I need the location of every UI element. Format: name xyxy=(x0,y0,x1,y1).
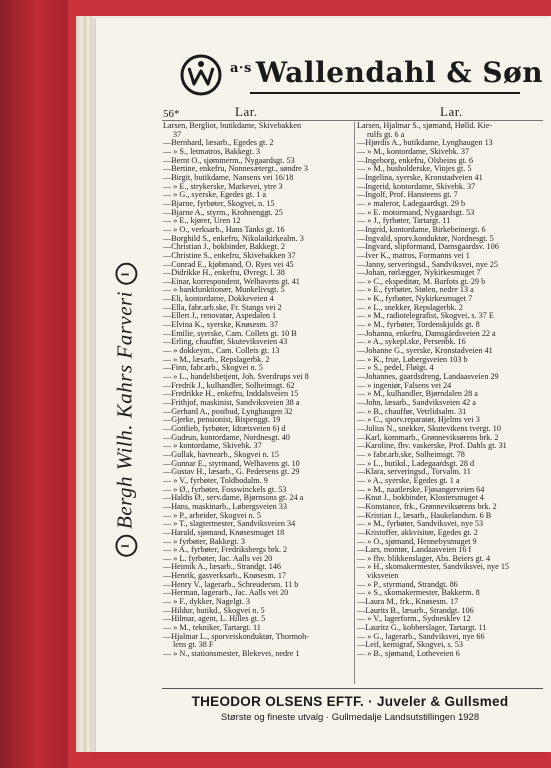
directory-entry: — » P., styrmand, Strandgt. 86 xyxy=(357,580,458,589)
directory-entry: — » M., radiotelegrafist, Skogvei, s. 37 E xyxy=(357,312,494,321)
directory-entry: — » O., sjømand, Hennebysmuget 9 xyxy=(357,537,477,546)
directory-entry: — » fabr.arb.ske, Solheimsgt. 78 xyxy=(357,450,465,459)
directory-entry: — » L., snekker, Repslagerbk. 2 xyxy=(357,303,463,312)
directory-entry: — » S., letmatros, Bakkegt. 3 xyxy=(163,147,261,156)
directory-entry: — » E. motormand, Nygaardsgt. 53 xyxy=(357,208,475,217)
vertical-ad-text xyxy=(112,263,137,557)
footer-sub-text: Største og fineste utvalg · Gullmedalje Landsutstillingen 1928 xyxy=(220,712,480,723)
directory-entry: —Christian J., bokbinder, Bakkegt. 2 xyxy=(163,243,286,252)
directory-entry: —Herman, lagerarb., Jac. Aalls vei 20 xyxy=(163,589,289,598)
directory-entry: — » M., kulhandler, Bjørndalen 28 a xyxy=(357,390,478,399)
directory-entry: — » L., butikd., Ladegaardsgt. 28 d xyxy=(357,459,475,468)
brand-name xyxy=(230,56,543,89)
book-spine-edge xyxy=(0,0,68,768)
directory-entry: —Bernhard, læsarb., Egedes gt. 2 xyxy=(163,139,274,148)
directory-entry: —Knut J., bokbinder, Klostersmuget 4 xyxy=(357,494,484,503)
directory-entry: — » maleror, Ladegaardsgt. 29 b xyxy=(357,199,466,208)
directory-entry: —Lauritz G., kobberslager, Tartargt. 11 xyxy=(357,624,487,633)
ad-badge-icon: I xyxy=(116,263,138,285)
directory-entry: Larsen, Hjalmar S., sjømand, Hølld. Kie- xyxy=(357,122,493,130)
directory-entry: — » S., pedel, Fløigt. 4 xyxy=(357,364,434,373)
directory-entry: —Eli, kontordame, Dokkeveien 4 xyxy=(163,295,274,304)
directory-entry: —Elvina K., syerske, Knøsesm. 37 xyxy=(163,321,279,330)
directory-entry: —Hilmar, agent, L. Hilles gt. 5 xyxy=(163,615,266,624)
left-column-entries xyxy=(163,122,353,659)
directory-entry: —Hans, maskinarb., Løbergsveien 33 xyxy=(163,502,287,511)
directory-entry: — » V., fyrbøter, Toldbodalm. 9 xyxy=(163,476,268,485)
directory-entry: —Karl, kommarb., Grønneviksørens brk. 2 xyxy=(357,433,499,442)
directory-entry: — » fyrbøter, Bakkegt. 3 xyxy=(163,537,245,546)
directory-entry: — » M., fyrbøter, Tordenskjolds gt. 8 xyxy=(357,321,480,330)
directory-entry: —Ingvard, slipformand, Damsgaardsv. 106 xyxy=(357,243,499,252)
directory-entry: —Laurits B., læsarb., Strandgt. 106 xyxy=(357,606,474,615)
directory-entry: — » M., naatlerske, Fjøsangerveien 64 xyxy=(357,485,485,494)
directory-entry: — » M., fyrbøter, Sandviksvei, nye 53 xyxy=(357,520,484,529)
directory-entry: —Ingrid, kontordame, Birkebeinergt. 6 xyxy=(357,225,486,234)
directory-entry: —Johannes, gaardsdreng, Landaasveien 29 xyxy=(357,373,499,382)
directory-entry: —Harald, sjømand, Knøsesmuget 18 xyxy=(163,528,285,537)
directory-entry: — » C., sporv.reparatør, Hjelms vei 3 xyxy=(357,416,480,425)
directory-entry: —Iver K., matros, Formanns vei 1 xyxy=(357,251,470,260)
directory-entry: —Fredrik J., kulhandler, Solheimsgt. 62 xyxy=(163,381,295,390)
directory-entry: —Finn, fabr.arb., Skogvei n. 5 xyxy=(163,364,263,373)
directory-entry: —Birgit, butikdame, Nansens vei 16/18 xyxy=(163,173,294,182)
ad-text-label: Bergh Wilh. Kahrs Farveri xyxy=(112,290,137,530)
directory-entry: — » A., fyrbøter, Fredriksbergs brk. 2 xyxy=(163,546,288,555)
footer-advertisement xyxy=(150,694,550,723)
directory-entry: — » E., strykerske, Markevei, ytre 3 xyxy=(163,182,283,191)
directory-entry: —Ella, fabr.arb.ske, Fr. Stangs vei 2 xyxy=(163,303,282,312)
directory-entry: — » V., lagerform., Sydnesklev 12 xyxy=(357,615,471,624)
left-column-heading: Lar. xyxy=(235,104,258,119)
brand-underline xyxy=(250,92,520,94)
directory-entry: —Erling, chauffør, Skuteviksveien 43 xyxy=(163,338,288,347)
directory-entry: — » M., læsarb., Repslagerbk. 2 xyxy=(163,355,270,364)
right-column-heading: Lar. xyxy=(440,104,463,119)
directory-entry: —Johan, rørlægger, Nykirkesmuget 7 xyxy=(357,269,481,278)
directory-entry: —Gudrun, kontordame, Nordnesgt. 40 xyxy=(163,433,290,442)
directory-entry: lens gt. 38 F xyxy=(173,641,214,650)
column-divider xyxy=(354,122,355,684)
directory-entry: —Klara, serveringsd., Torvalm. 11 xyxy=(357,468,471,477)
directory-entry: — » J., fyrbøter, Tartargt. 11 xyxy=(357,217,451,226)
directory-entry: —Einar, korrespondent, Welhavens gt. 41 xyxy=(163,277,300,286)
directory-entry: —Gottlieb, fyrbøter, Idrætsveien 6) d xyxy=(163,424,286,433)
directory-entry: —Hjalmar L., sporveiskonduktør, Thormoh- xyxy=(163,632,309,641)
advertisement-header xyxy=(180,54,544,98)
directory-entry: Larsen, Bergliot, butikdame, Skivebakken xyxy=(163,122,302,130)
directory-entry: —Gullak, havnearb., Skogvei n. 15 xyxy=(163,450,279,459)
directory-entry: —Kristian J., læsarb., Haukelandsm. 6 B xyxy=(357,511,492,520)
directory-entry: — » dokkeym., Cam. Collets gt. 13 xyxy=(163,347,280,356)
directory-entry: —Kristoffer, akkvisitør, Egedes gt. 2 xyxy=(357,528,478,537)
directory-entry: —Gustav H., læsarb., G. Pedersens gt. 29 xyxy=(163,468,300,477)
brand-prefix: a·s xyxy=(230,61,252,76)
directory-entry: — » L., handelsbetjent, Joh. Sverdrups vei 8 xyxy=(163,373,309,382)
directory-entry: —Heimik A., læsarb., Strandgt. 146 xyxy=(163,563,282,572)
directory-entry: —Bjarne A., styrm., Krohnenggt. 25 xyxy=(163,208,283,217)
directory-entry: —Gjerke, pensionist, Bispenggt. 19 xyxy=(163,416,281,425)
directory-entry: —Gerhard A., postbud, Lynghaugen 32 xyxy=(163,407,293,416)
directory-entry: —Ingerid, kontordame, Skivebk. 37 xyxy=(357,182,476,191)
directory-entry: —Bernt O., sjømmerm., Nygaardsgt. 53 xyxy=(163,156,295,165)
directory-entry: —Fredrikke H., enkefru, Inddalsveien 15 xyxy=(163,390,299,399)
directory-entry: — » L. fyrbøter, Jac. Aalls vei 20 xyxy=(163,554,273,563)
directory-entry: — » E., kjører, Uren 12 xyxy=(163,217,241,226)
directory-entry: — » M., husholderske, Vinjes gt. 5 xyxy=(357,165,472,174)
directory-entry: — » H., skomakermester, Sandviksvei, nye 15 xyxy=(357,563,510,572)
directory-entry: —Ingolf, Prof. Hansteens gt. 7 xyxy=(357,191,458,200)
directory-entry: —Johanne G., syerske, Kronstadveien 41 xyxy=(357,347,493,356)
directory-entry: —Karoline, fhv. vaskerske, Prof. Dahls gt. 31 xyxy=(357,442,507,451)
directory-entry: — » N., stationsmester, Blekevei, nedre 1 xyxy=(163,650,300,659)
directory-entry: — » G., syerske, Egedes gt. 1 a xyxy=(163,191,267,200)
directory-entry: — » M., tekniker, Tartargt. 11 xyxy=(163,624,261,633)
heading-rule xyxy=(162,120,543,121)
directory-entry: — » G., lagerarb., Sandviksvei, nye 66 xyxy=(357,632,485,641)
directory-entry: —Leif, kemigraf, Skogvei, s. 53 xyxy=(357,641,463,650)
directory-entry: —Henrik, gasverksarb., Knøsesm. 17 xyxy=(163,572,287,581)
directory-entry: —Hildur, butikd., Skogvei n. 5 xyxy=(163,606,265,615)
directory-entry: — » P., arbeider, Skogvei n. 5 xyxy=(163,511,261,520)
wallendahl-logo-icon xyxy=(180,54,222,96)
footer-rule xyxy=(162,688,543,689)
directory-entry: — » T., slagtermester, Sandviksveien 34 xyxy=(163,520,296,529)
footer-main-text: THEODOR OLSENS EFTF. · Juveler & Gullsmed xyxy=(191,694,509,709)
directory-entry: — » K., frue, Løbergsveien 103 b xyxy=(357,355,468,364)
directory-entry: —Konstance, frk., Grønneviksørens brk. 2 xyxy=(357,502,497,511)
directory-entry: —Conrad E., kjøbmand, O. Ryes vei 45 xyxy=(163,260,294,269)
directory-entry: — » A., sykepl.ske, Persenbk. 16 xyxy=(357,338,466,347)
directory-entry: — » M., kontordame, Skivebk. 37 xyxy=(357,147,470,156)
directory-entry: — » B., sjømand, Lotheveien 6 xyxy=(357,650,460,659)
directory-entry: — » fhv. blikkenslager, Abs. Beiers gt. 4 xyxy=(357,554,491,563)
directory-entry: — » S., skomakermester, Bakkerm. 8 xyxy=(357,589,480,598)
ad-badge-icon: I xyxy=(116,535,138,557)
directory-entry: —Ingelina, syerske, Kronstadveien 41 xyxy=(357,173,483,182)
directory-entry: —Henry V., lagerarb., Schreudersm. 11 b xyxy=(163,580,299,589)
directory-entry: —Bjarne, fyrbøter, Skogvei, n. 15 xyxy=(163,199,275,208)
directory-entry: —Laura M., frk., Knøsesm. 17 xyxy=(357,598,459,607)
directory-entry: — » kontordame, Skivebk. 37 xyxy=(163,442,262,451)
page-number: 56* xyxy=(163,108,180,120)
directory-entry: —Janny, serveringsd., Sandviksvei, nye 25 xyxy=(357,260,498,269)
vertical-advertisement xyxy=(100,230,150,590)
directory-entry: rulfs gt. 6 a xyxy=(367,130,405,139)
directory-entry: —Gunnar E., styrmand, Welhavens gt. 10 xyxy=(163,459,300,468)
directory-entry: —Didrikke H., enkefru, Øvregt. l. 38 xyxy=(163,269,285,278)
directory-entry: viksveien xyxy=(367,572,399,581)
directory-entry: —Borghild S., enkefru, Nikolaikirkealm. 3 xyxy=(163,234,304,243)
directory-entry: — » A., syerske, Egedes gt. 1 a xyxy=(357,476,460,485)
directory-entry: —Ingvald, sporv.konduktør, Nordnesgt. 5 xyxy=(357,234,494,243)
directory-entry: —Emilie, syerske, Cam. Collets gt. 10 B xyxy=(163,329,297,338)
directory-entry: — » bankfunktionær, Munkelivsgt. 5 xyxy=(163,286,285,295)
directory-entry: —Bertine, enkefru, Nonnesætergt., søndre 3 xyxy=(163,165,308,174)
directory-entry: —Ellert J., renovatør, Aspedalen 1 xyxy=(163,312,277,321)
directory-entry: — » F., dykker, Nagelgt. 3 xyxy=(163,598,251,607)
directory-entry: — » B., chauffør, Vetrlidsalm. 31 xyxy=(357,407,467,416)
right-column-entries xyxy=(357,122,543,659)
directory-entry: — » C., ekspeditør, M. Barfots gt. 29 b xyxy=(357,277,486,286)
directory-entry: — » O., verksarb., Hans Tanks gt. 16 xyxy=(163,225,285,234)
directory-entry: —John, læsarb., Sandviksveien 42 a xyxy=(357,399,476,407)
directory-entry: — » Ø., fyrbøter, Fosswinckels gt. 53 xyxy=(163,485,287,494)
directory-entry: —Frithjof, maskinist, Sandviksveien 38 a xyxy=(163,399,300,407)
directory-entry: —Haldis Ø., serv.dame, Bjørnsons gt. 24 a xyxy=(163,494,304,503)
directory-entry: —Ingeborg, enkefru, Olsbeins gt. 6 xyxy=(357,156,474,165)
directory-entry: — » K., fyrbøter, Nykirkesmuget 7 xyxy=(357,295,473,304)
directory-entry: — » E., fyrbøter, Stølen, nedre 13 a xyxy=(357,286,474,295)
directory-entry: 37 xyxy=(173,130,182,139)
directory-entry: —Hjørdis A., butikdame, Lynghaugen 13 xyxy=(357,139,493,148)
directory-entry: —Lars, montør, Landaasveien 16 f xyxy=(357,546,472,555)
directory-entry: — » ingeniør, Falsens vei 24 xyxy=(357,381,452,390)
brand-title: Wallendahl & Søn xyxy=(255,56,544,89)
directory-entry: —Christine S., enkefru, Skivebakken 37 xyxy=(163,251,296,260)
directory-entry: —Julius N., snekker, Skutevikens tvergt. 10 xyxy=(357,424,501,433)
directory-entry: —Johanna, enkefru, Damsgårdsveien 22 a xyxy=(357,329,496,338)
